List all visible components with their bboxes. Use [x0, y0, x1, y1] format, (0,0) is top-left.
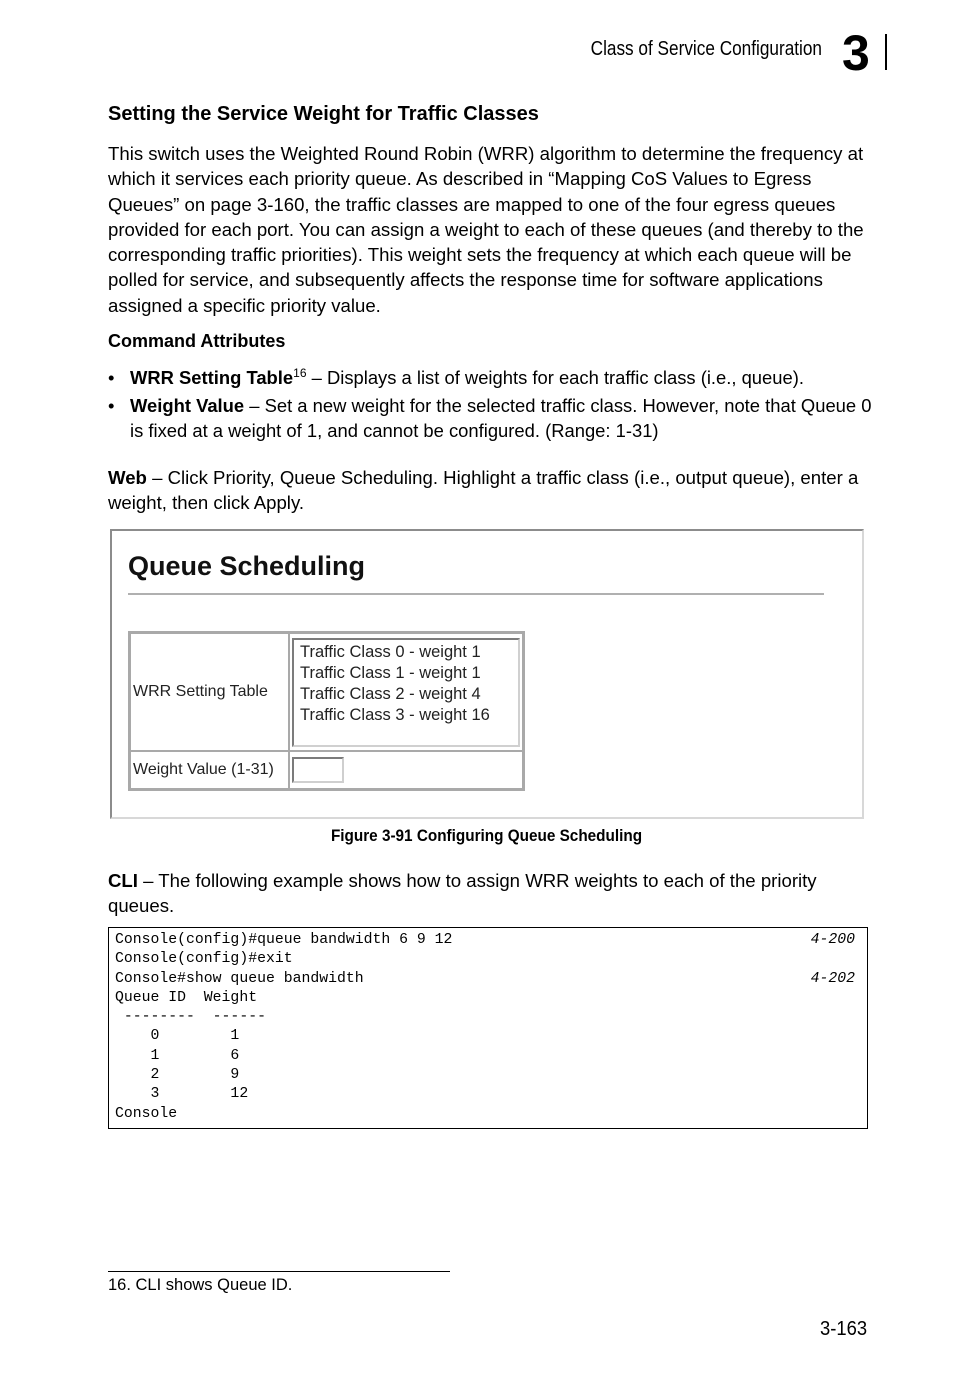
bullet-term: WRR Setting Table: [130, 367, 294, 388]
bullet-marker: •: [108, 367, 115, 388]
code-line: [115, 1047, 867, 1066]
code-text: Console(config)#exit: [115, 951, 293, 968]
code-text: 3 12: [115, 1086, 249, 1103]
bullet-term: Weight Value: [130, 395, 245, 416]
web-text: – Click Priority, Queue Scheduling. Highlight a traffic class (i.e., output queue), enter a weight, then click Apply.: [108, 467, 859, 514]
code-text: 0 1: [115, 1028, 240, 1045]
code-line: [115, 989, 867, 1008]
cli-code-block: [108, 927, 868, 1129]
code-text: -------- ------: [115, 1009, 266, 1026]
code-text: 2 9: [115, 1067, 240, 1084]
chapter-tab-rule: [885, 34, 887, 70]
wrr-list-item[interactable]: Traffic Class 1 - weight 1: [300, 663, 481, 682]
code-line: [115, 1066, 867, 1085]
wrr-setting-listbox[interactable]: [292, 638, 520, 747]
bullet-desc: – Displays a list of weights for each traffic class (i.e., queue).: [306, 367, 804, 388]
web-label: Web: [108, 467, 147, 488]
queue-scheduling-form: [128, 631, 525, 791]
wrr-setting-table-label: WRR Setting Table: [130, 633, 289, 751]
code-text: 1 6: [115, 1047, 240, 1064]
code-page-ref: 4-202: [810, 970, 855, 987]
wrr-list-item[interactable]: Traffic Class 0 - weight 1: [300, 642, 481, 661]
cli-label: CLI: [108, 870, 138, 891]
code-text: Console: [115, 1105, 178, 1122]
weight-value-label: Weight Value (1-31): [130, 751, 289, 789]
bullet-marker: •: [108, 395, 115, 416]
wrr-list-item[interactable]: Traffic Class 3 - weight 16: [300, 706, 490, 725]
cli-paragraph: [108, 868, 878, 919]
bullet-wrr-setting-table: [108, 365, 888, 390]
code-line: [115, 970, 867, 989]
code-text: Console(config)#queue bandwidth 6 9 12: [115, 932, 453, 948]
bullet-desc: – Set a new weight for the selected traffic class. However, note that Queue 0 is fixed at a weight of 1, and cannot be configured. (Range: 1-31): [130, 395, 872, 441]
footnote-ref: 16: [293, 366, 307, 380]
cli-text: – The following example shows how to assign WRR weights to each of the priority queues.: [108, 870, 817, 917]
web-paragraph: [108, 465, 878, 516]
code-text: Console#show queue bandwidth: [115, 970, 364, 987]
footnote-text: 16. CLI shows Queue ID.: [108, 1276, 293, 1294]
wrr-list-item[interactable]: Traffic Class 2 - weight 4: [300, 685, 481, 704]
section-title: Setting the Service Weight for Traffic Classes: [108, 103, 539, 125]
code-page-ref: 4-200: [810, 932, 855, 948]
code-line: [115, 1105, 867, 1124]
weight-input-cell: [289, 751, 523, 789]
bullet-weight-value: [108, 393, 888, 443]
figure-page-title: Queue Scheduling: [128, 551, 366, 581]
command-attributes-heading: Command Attributes: [108, 331, 286, 351]
code-line: [115, 950, 867, 969]
code-line: [115, 931, 867, 950]
figure-caption: Figure 3-91 Configuring Queue Scheduling: [330, 826, 643, 845]
weight-value-input[interactable]: [292, 757, 344, 783]
code-line: [115, 1027, 867, 1046]
code-line: [115, 1085, 867, 1104]
running-header-title: Class of Service Configuration: [590, 38, 822, 60]
code-line: [115, 1008, 867, 1027]
intro-text: This switch uses the Weighted Round Robin (WRR) algorithm to determine the frequency at which it services each priority queue. As described in “Mapping CoS Values to Egress Queues” on page 3-160, the traffic classes are mapped to one of the four egress queues provided for each port. You can assign a weight to each of these queues (and thereby to the corresponding traffic priorities). This weight sets the frequency at which each queue will be polled for service, and subsequently affects the response time for software applications assigned a specific priority value.: [108, 143, 864, 316]
page-number: 3-163: [820, 1318, 868, 1340]
chapter-number: 3: [842, 25, 870, 81]
code-text: Queue ID Weight: [115, 989, 258, 1006]
intro-paragraph: [108, 141, 878, 318]
footnote-rule: [108, 1271, 450, 1272]
figure-title-divider: [128, 593, 824, 595]
wrr-listbox-cell: [289, 633, 523, 751]
